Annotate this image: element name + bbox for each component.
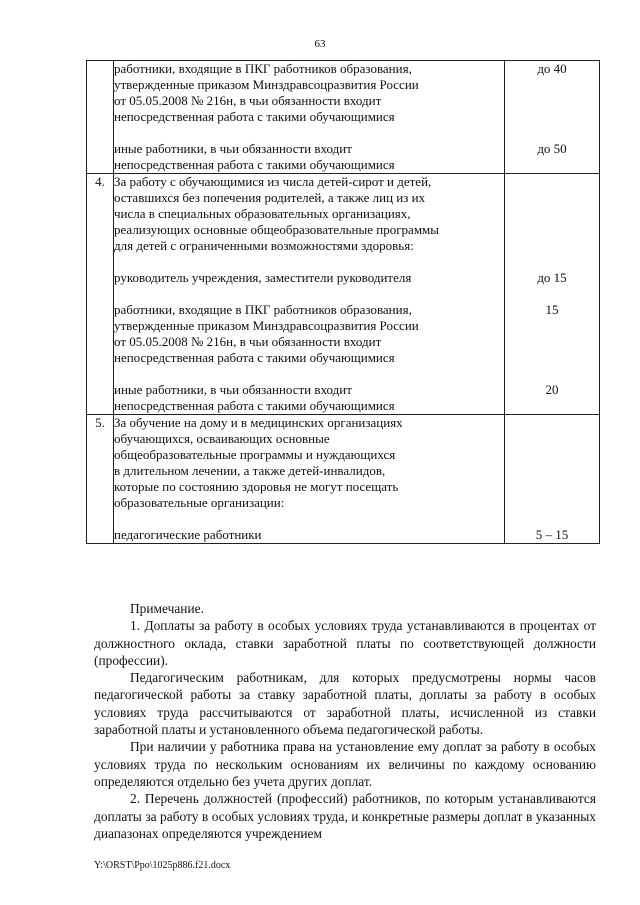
description-line: от 05.05.2008 № 216н, в чьи обязанности входит: [114, 334, 382, 349]
notes-heading: Примечание.: [130, 601, 204, 616]
description-line: которые по состоянию здоровья не могут посещать: [114, 479, 399, 494]
allowance-value: до 50: [537, 141, 567, 156]
row-number-cell: 4.: [87, 174, 114, 415]
description-line: За обучение на дому и в медицинских организациях: [114, 415, 403, 430]
table-row: [87, 415, 600, 544]
row-number-cell: [87, 61, 114, 174]
description-line: утвержденные приказом Минздравсоцразвития России: [114, 77, 419, 92]
value-cell: [505, 174, 600, 415]
file-path-footer: Y:\ORST\Ppo\1025p886.f21.docx: [94, 860, 231, 871]
note-paragraph-1: 1. Доплаты за работу в особых условиях труда устанавливаются в процентах от должностного оклада, ставки заработной платы по соответствующей должности (профессии).: [94, 618, 596, 668]
note-paragraph-2: Педагогическим работникам, для которых предусмотрены нормы часов педагогической работы за ставку заработной платы, доплаты за работу в особых условиях труда рассчитываются от заработной платы, исчисленной из ставки заработной платы и установленного объема педагогической работы.: [94, 670, 596, 738]
description-line: работники, входящие в ПКГ работников образования,: [114, 61, 412, 76]
value-cell: [505, 415, 600, 544]
description-line: работники, входящие в ПКГ работников образования,: [114, 302, 412, 317]
description-cell: [114, 415, 505, 544]
description-line: руководитель учреждения, заместители руководителя: [114, 270, 412, 285]
row-number-cell: 5.: [87, 415, 114, 544]
allowance-value: 20: [545, 382, 559, 397]
value-cell: [505, 61, 600, 174]
allowance-value: до 15: [537, 270, 567, 285]
description-line: иные работники, в чьи обязанности входит: [114, 141, 352, 156]
allowance-value: [505, 415, 599, 431]
allowance-value: [505, 174, 599, 190]
description-line: общеобразовательные программы и нуждающихся: [114, 447, 396, 462]
note-paragraph-3: При наличии у работника права на установление ему доплат за работу в особых условиях труда по нескольким основаниям их величины по каждому основанию определяются отдельно без учета других доплат.: [94, 739, 596, 789]
table-row: [87, 61, 600, 174]
description-line: иные работники, в чьи обязанности входит: [114, 382, 352, 397]
notes-section: [94, 600, 596, 842]
description-cell: [114, 61, 505, 174]
description-line: числа в специальных образовательных организациях,: [114, 206, 411, 221]
description-line: непосредственная работа с такими обучающимися: [114, 109, 395, 124]
allowance-table: [86, 60, 600, 544]
page-number: 63: [314, 38, 326, 50]
description-cell: [114, 174, 505, 415]
description-line: утвержденные приказом Минздравсоцразвития России: [114, 318, 419, 333]
description-line: для детей с ограниченными возможностями здоровья:: [114, 238, 414, 253]
description-line: педагогические работники: [114, 527, 262, 542]
allowance-value: 5 – 15: [535, 527, 569, 542]
description-line: непосредственная работа с такими обучающимися: [114, 157, 395, 172]
description-line: реализующих основные общеобразовательные программы: [114, 222, 440, 237]
allowance-value: 15: [545, 302, 559, 317]
description-line: от 05.05.2008 № 216н, в чьи обязанности входит: [114, 93, 382, 108]
description-line: непосредственная работа с такими обучающимися: [114, 398, 395, 413]
note-paragraph-4: 2. Перечень должностей (профессий) работников, по которым устанавливаются доплаты за работу в особых условиях труда, и конкретные размеры доплат в указанных диапазонах определяются учреждением: [94, 791, 596, 841]
description-line: непосредственная работа с такими обучающимися: [114, 350, 395, 365]
table-row: [87, 174, 600, 415]
description-line: образовательные организации:: [114, 495, 285, 510]
description-line: оставшихся без попечения родителей, а также лиц из их: [114, 190, 426, 205]
description-line: в длительном лечении, а также детей-инвалидов,: [114, 463, 386, 478]
allowance-value: до 40: [537, 61, 567, 76]
description-line: обучающихся, осваивающих основные: [114, 431, 330, 446]
description-line: За работу с обучающимися из числа детей-сирот и детей,: [114, 174, 432, 189]
